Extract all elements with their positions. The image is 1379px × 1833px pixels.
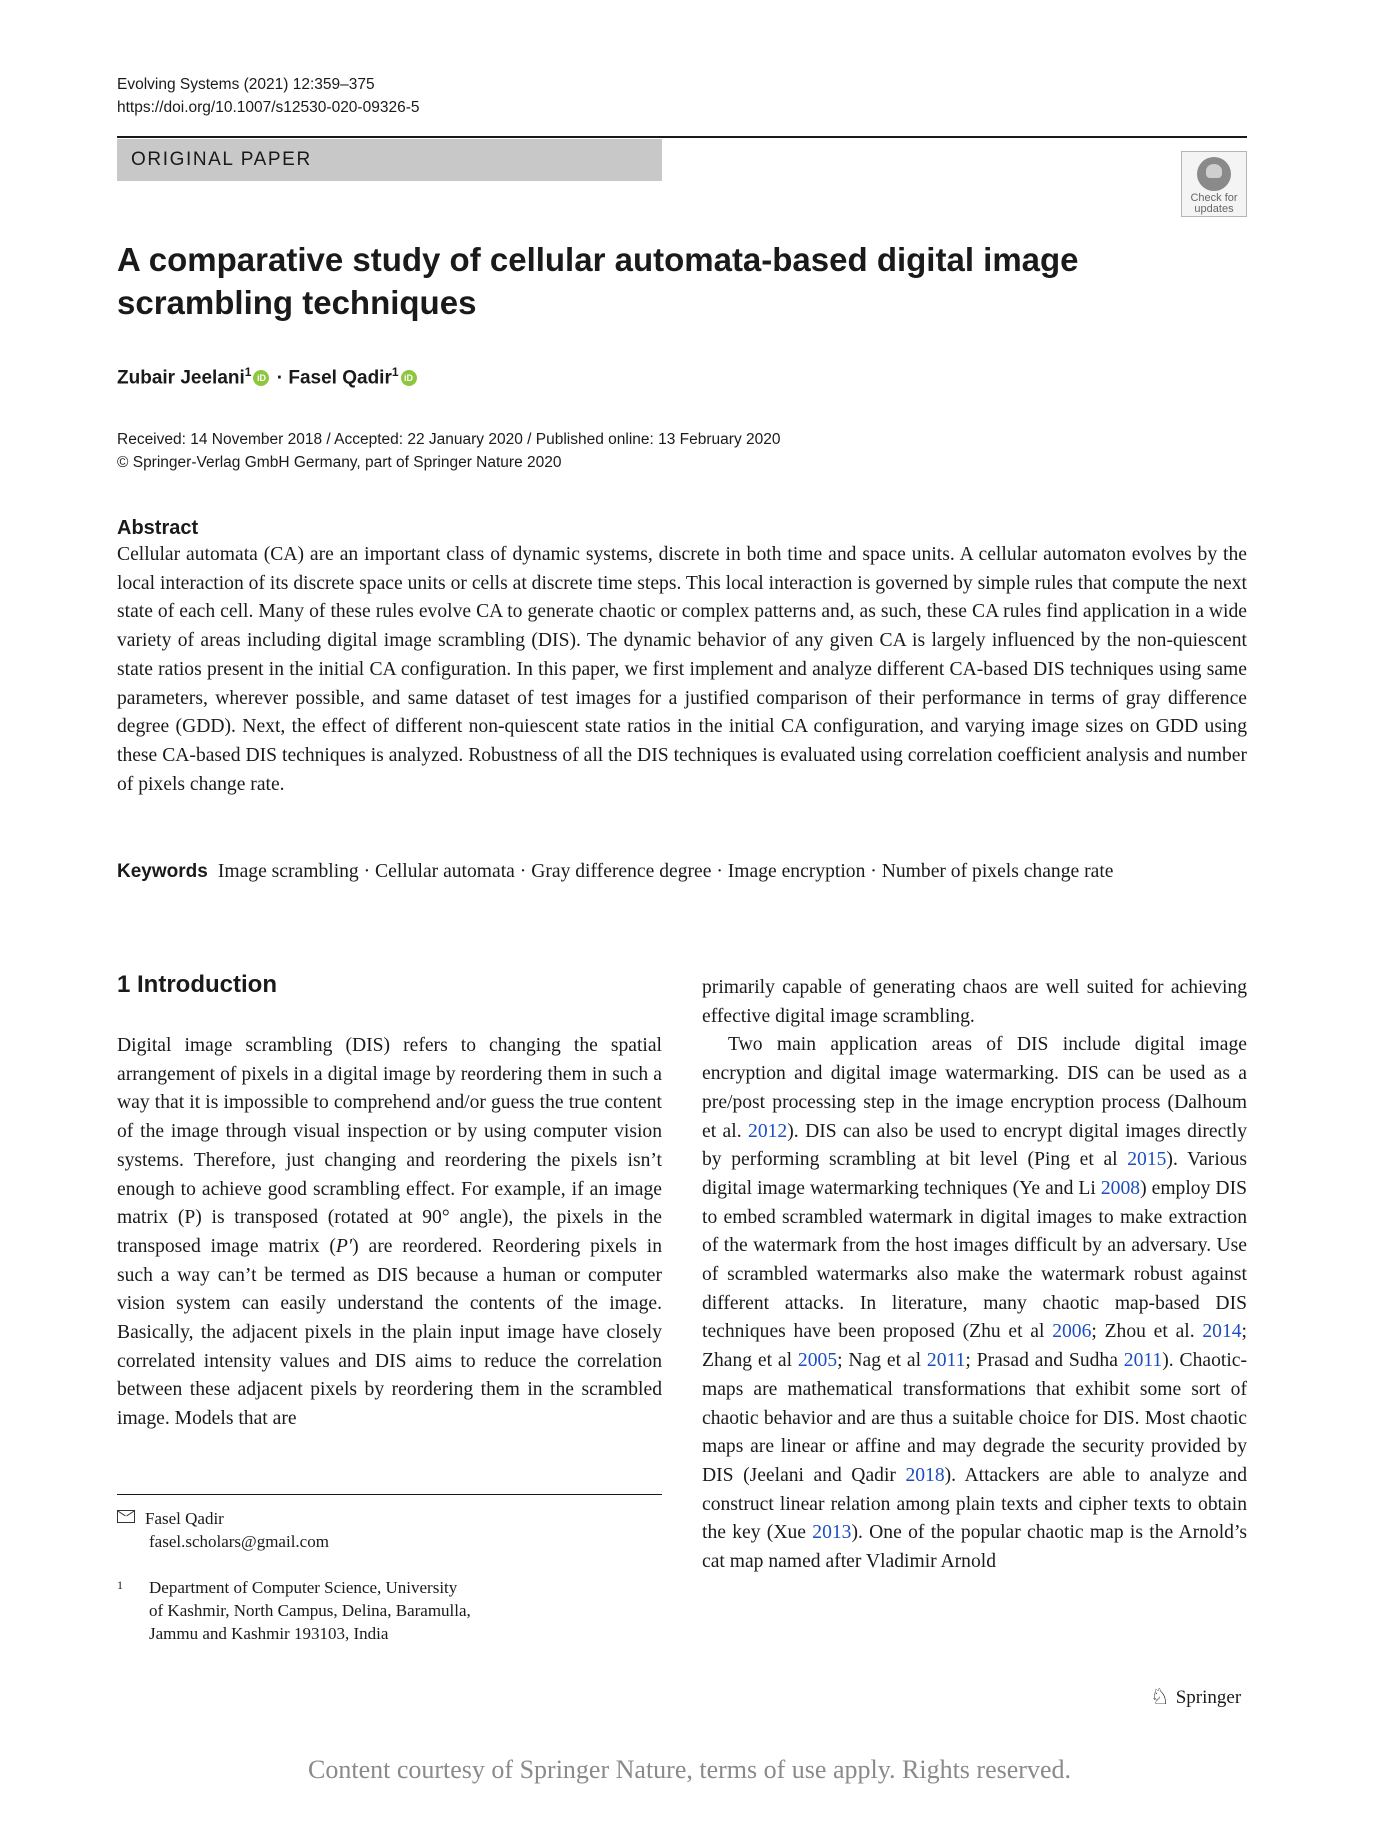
footnote-rule bbox=[117, 1494, 662, 1495]
title-line-2: scrambling techniques bbox=[117, 284, 477, 321]
intro-paragraph-left bbox=[117, 1032, 662, 1434]
citation-link[interactable]: 2014 bbox=[1202, 1321, 1242, 1343]
affiliation bbox=[117, 1576, 471, 1645]
journal-citation: Evolving Systems (2021) 12:359–375 bbox=[117, 76, 375, 93]
paragraph-text: ; Zhang et al bbox=[702, 1321, 1247, 1372]
paragraph-text: ). Various digital image watermarking techniques (Ye and Li bbox=[702, 1149, 1247, 1199]
citation-link[interactable]: 2011 bbox=[1123, 1350, 1163, 1372]
title-line-1: A comparative study of cellular automata-based digital image bbox=[117, 241, 1079, 278]
corresponding-author bbox=[117, 1507, 329, 1553]
journal-info bbox=[117, 73, 419, 119]
envelope-icon bbox=[117, 1510, 135, 1523]
paragraph-text: ). Attackers are able to analyze and construct linear relation among plain texts and cipher texts to obtain the key (Xue bbox=[702, 1464, 1247, 1544]
paragraph-text: ). DIS can also be used to encrypt digital images directly by performing scrambling at bit level (Ping et al bbox=[702, 1120, 1247, 1171]
author-separator: · bbox=[271, 367, 289, 389]
citation-link[interactable]: 2011 bbox=[926, 1350, 966, 1372]
math-symbol: P′ bbox=[335, 1235, 353, 1257]
paragraph-text: ). One of the popular chaotic map is the Arnold’s cat map named after Vladimir Arnold bbox=[702, 1522, 1248, 1573]
intro-column-right bbox=[702, 974, 1247, 1577]
check-for-updates-button[interactable] bbox=[1181, 151, 1247, 217]
abstract-heading: Abstract bbox=[117, 517, 199, 539]
paper-type-banner: ORIGINAL PAPER bbox=[117, 139, 662, 181]
affiliation-line: Department of Computer Science, University bbox=[149, 1578, 458, 1597]
intro-paragraph-continued: primarily capable of generating chaos are well suited for achieving effective digital image scrambling. bbox=[702, 977, 1247, 1027]
doi-link[interactable]: https://doi.org/10.1007/s12530-020-09326-5 bbox=[117, 99, 420, 116]
paragraph-text: ; Nag et al bbox=[837, 1350, 927, 1372]
paragraph-text: ; Zhou et al. bbox=[1091, 1321, 1203, 1343]
courtesy-notice: Content courtesy of Springer Nature, terms of use apply. Rights reserved. bbox=[308, 1755, 1071, 1784]
author-name[interactable]: Fasel Qadir bbox=[288, 367, 392, 389]
publication-dates bbox=[117, 428, 781, 474]
corresponding-name: Fasel Qadir bbox=[145, 1509, 224, 1528]
copyright-notice: © Springer-Verlag GmbH Germany, part of Springer Nature 2020 bbox=[117, 454, 562, 471]
header-rule bbox=[117, 136, 1247, 138]
author-list bbox=[117, 358, 419, 392]
citation-link[interactable]: 2005 bbox=[797, 1350, 838, 1372]
affiliation-marker: 1 bbox=[244, 365, 252, 379]
keywords-label: Keywords bbox=[117, 861, 208, 882]
citation-link[interactable]: 2015 bbox=[1127, 1149, 1167, 1171]
springer-horse-icon: ♘ bbox=[1150, 1684, 1170, 1709]
affiliation-number: 1 bbox=[117, 1578, 123, 1592]
paragraph-text: ). Chaotic-maps are mathematical transformations that exhibit some sort of chaotic behavior and are thus a suitable choice for DIS. Most chaotic maps are linear or affine and may degrade the security provided by DIS (Jeelani and Qadir bbox=[702, 1350, 1247, 1486]
orcid-icon[interactable]: iD bbox=[401, 370, 417, 386]
publisher-name: Springer bbox=[1175, 1687, 1242, 1708]
paragraph-text: Two main application areas of DIS include digital image encryption and digital image watermarking. DIS can be used as a pre/post processing step in the image encryption process (Dalhoum et al. bbox=[702, 1034, 1247, 1142]
crossmark-label-1: Check for bbox=[1190, 192, 1238, 204]
citation-link[interactable]: 2012 bbox=[748, 1120, 788, 1142]
citation-link[interactable]: 2008 bbox=[1100, 1177, 1141, 1199]
intro-text-b: ) are reordered. Reordering pixels in such a way can’t be termed as DIS because a human or computer vision system can easily understand the contents of the image. Basically, the adjacent pixels in the plain input image have closely correlated intensity values and DIS aims to reduce the correlation between these adjacent pixels by reordering them in the scrambled image. Models that are bbox=[117, 1235, 663, 1430]
corresponding-email[interactable]: fasel.scholars@gmail.com bbox=[149, 1532, 329, 1551]
crossmark-label-2: updates bbox=[1194, 203, 1234, 215]
crossmark-icon bbox=[1197, 157, 1231, 191]
author-name[interactable]: Zubair Jeelani bbox=[117, 367, 245, 389]
keywords bbox=[117, 858, 1247, 887]
paragraph-text: ) employ DIS to embed scrambled watermark in digital images to make extraction of the watermark from the host images difficult by an adversary. Use of scrambled watermarks also make the watermark robust against different attacks. In literature, many chaotic map-based DIS techniques have been proposed (Zhu et al bbox=[702, 1177, 1247, 1343]
abstract-text: Cellular automata (CA) are an important class of dynamic systems, discrete in both time and space units. A cellular automaton evolves by the local interaction of its discrete space units or cells at discrete time steps. This local interaction is governed by simple rules that compute the next state of each cell. Many of these rules evolve CA to generate chaotic or complex patterns and, as such, these CA rules find application in a wide variety of areas including digital image scrambling (DIS). The dynamic behavior of any given CA is largely influenced by the non-quiescent state ratios present in the initial CA configuration. In this paper, we first implement and analyze different CA-based DIS techniques using same parameters, wherever possible, and same dataset of test images for a justified comparison of their performance in terms of gray difference degree (GDD). Next, the effect of different non-quiescent state ratios in the initial CA configuration, and varying image sizes on GDD using these CA-based DIS techniques is analyzed. Robustness of all the DIS techniques is evaluated using correlation coefficient analysis and number of pixels change rate. bbox=[117, 544, 1247, 795]
intro-paragraph-applications bbox=[702, 1031, 1247, 1576]
citation-link[interactable]: 2006 bbox=[1052, 1321, 1092, 1343]
history-dates: Received: 14 November 2018 / Accepted: 22 January 2020 / Published online: 13 February 2020 bbox=[117, 431, 781, 448]
section-heading: 1 Introduction bbox=[117, 971, 277, 998]
affiliation-marker: 1 bbox=[391, 365, 399, 379]
intro-text-a: Digital image scrambling (DIS) refers to changing the spatial arrangement of pixels in a digital image by reordering them in such a way that it is impossible to comprehend and/or guess the true content of the image through visual inspection or by using computer vision systems. Therefore, just changing and reordering the pixels isn’t enough to achieve good scrambling effect. For example, if an image matrix (P) is transposed (rotated at 90° angle), the pixels in the transposed image matrix ( bbox=[117, 1035, 662, 1257]
keywords-text: Image scrambling · Cellular automata · Gray difference degree · Image encryption · Number of pixels change rate bbox=[217, 861, 1114, 882]
affiliation-line: Jammu and Kashmir 193103, India bbox=[149, 1624, 389, 1643]
citation-link[interactable]: 2013 bbox=[812, 1522, 852, 1544]
article-title bbox=[117, 238, 1117, 324]
orcid-icon[interactable]: iD bbox=[253, 370, 269, 386]
citation-link[interactable]: 2018 bbox=[905, 1464, 945, 1486]
paragraph-text: ; Prasad and Sudha bbox=[965, 1350, 1124, 1372]
publisher-logo bbox=[1150, 1684, 1241, 1711]
affiliation-line: of Kashmir, North Campus, Delina, Baramulla, bbox=[149, 1601, 471, 1620]
